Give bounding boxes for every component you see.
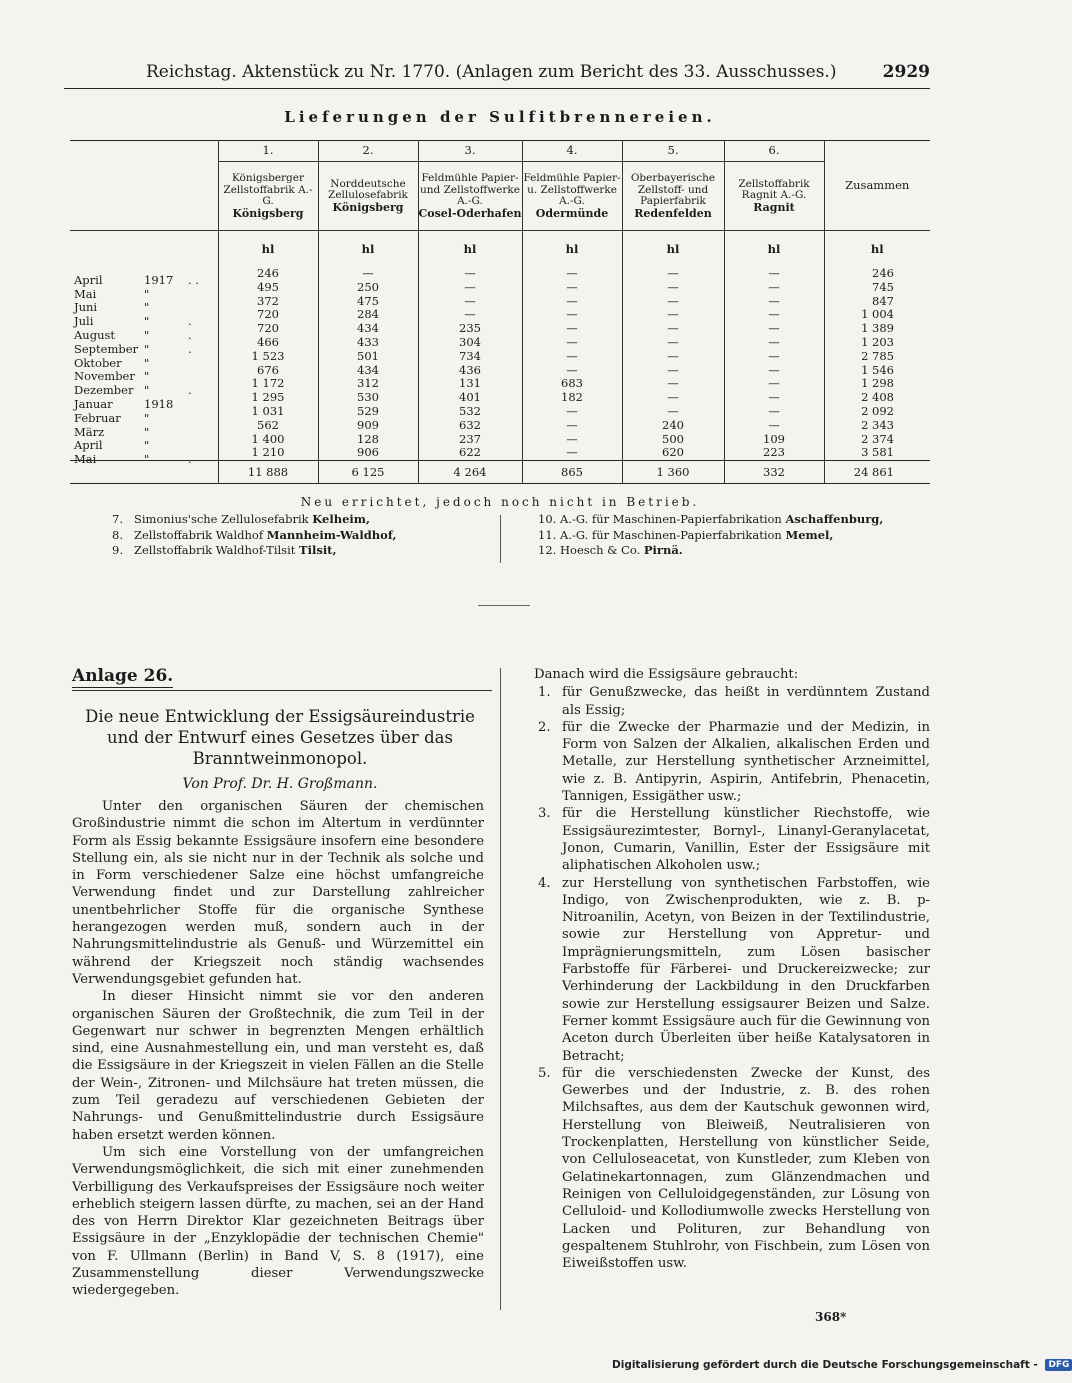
mill-place: Cosel-Oderhafen bbox=[418, 206, 522, 220]
value-cell: 1 523 bbox=[218, 350, 318, 364]
row-total: 246 bbox=[824, 267, 930, 281]
planned-number: 7. bbox=[112, 512, 123, 526]
value-cell: — bbox=[724, 336, 824, 350]
month-name: März bbox=[74, 424, 105, 439]
planned-number: 12. bbox=[538, 543, 557, 557]
planned-list-left bbox=[112, 512, 482, 559]
value-cell: — bbox=[724, 295, 824, 309]
planned-name: Hoesch & Co. bbox=[560, 543, 641, 557]
value-cell: 500 bbox=[622, 433, 724, 447]
month-name: Juni bbox=[74, 300, 98, 315]
row-total: 2 374 bbox=[824, 433, 930, 447]
mill-name: Oberbayerische Zellstoff- und Papierfabrik bbox=[630, 172, 716, 207]
value-cell: — bbox=[724, 281, 824, 295]
planned-place: Aschaffenburg, bbox=[785, 512, 884, 526]
value-cell: 131 bbox=[418, 377, 522, 391]
value-cell: — bbox=[622, 295, 724, 309]
dfg-logo: DFG bbox=[1045, 1359, 1072, 1371]
value-cell: 235 bbox=[418, 322, 522, 336]
value-cell: — bbox=[724, 322, 824, 336]
uses-list bbox=[538, 684, 930, 1272]
month-cell bbox=[70, 322, 218, 343]
month-dots: . bbox=[188, 341, 192, 356]
value-cell: — bbox=[522, 433, 622, 447]
value-cell: — bbox=[724, 350, 824, 364]
month-year: " bbox=[144, 355, 150, 370]
month-year: 1917 bbox=[144, 272, 174, 287]
value-cell: 720 bbox=[218, 322, 318, 336]
month-name: Mai bbox=[74, 286, 97, 301]
planned-place: Mannheim-Waldhof, bbox=[266, 527, 397, 542]
use-text: für die Herstellung künstlicher Riechstoffe, wie Essigsäurezimtester, Bornyl-, Linanyl-Geranylacetat, Jonon, Cumarin, Vanillin, Ester der Essigsäure mit aliphatischen Alkoholen usw.; bbox=[562, 806, 930, 874]
value-cell: 622 bbox=[418, 446, 522, 460]
month-name: Februar bbox=[74, 410, 121, 425]
value-cell: — bbox=[622, 281, 724, 295]
row-total: 1 389 bbox=[824, 322, 930, 336]
planned-mill bbox=[538, 543, 938, 559]
month-year: " bbox=[144, 328, 150, 343]
table-row bbox=[70, 419, 930, 433]
value-cell: — bbox=[622, 267, 724, 281]
column-divider bbox=[500, 668, 501, 1310]
value-cell: 401 bbox=[418, 391, 522, 405]
value-cell: — bbox=[522, 446, 622, 460]
col-header bbox=[318, 162, 418, 231]
table-row bbox=[70, 446, 930, 460]
value-cell: 620 bbox=[622, 446, 724, 460]
value-cell: — bbox=[622, 350, 724, 364]
month-cell bbox=[70, 267, 218, 287]
value-cell: 466 bbox=[218, 336, 318, 350]
month-year: " bbox=[144, 300, 150, 315]
value-cell: — bbox=[622, 364, 724, 378]
article-body-left bbox=[72, 798, 484, 1300]
not-operating-title: Neu errichtet, jedoch noch nicht in Betrieb. bbox=[300, 495, 700, 509]
month-cell bbox=[70, 405, 218, 425]
mill-name: Zellstoffabrik Ragnit A.-G. bbox=[738, 177, 810, 202]
unit-cell: hl bbox=[318, 231, 418, 268]
mill-place: Königsberg bbox=[332, 200, 404, 214]
column-total: 6 125 bbox=[318, 461, 418, 484]
mill-place: Redenfelden bbox=[634, 206, 712, 220]
value-cell: 562 bbox=[218, 419, 318, 433]
value-cell: — bbox=[522, 364, 622, 378]
col-number: 1. bbox=[218, 141, 318, 162]
planned-place: Tilsit, bbox=[299, 543, 337, 557]
mill-place: Odermünde bbox=[535, 206, 609, 220]
value-cell: — bbox=[622, 391, 724, 405]
use-text: für die Zwecke der Pharmazie und der Medizin, in Form von Salzen der Alkalien, alkalischen Erden und Metalle, zur Herstellung synthetischer Arzneimittel, wie z. B. Antipyrin, Aspirin, Antifebrin, Phenacetin, Tannigen, Essigäther usw.; bbox=[562, 719, 930, 805]
month-dots: . bbox=[188, 383, 192, 398]
month-dots: . . bbox=[188, 272, 199, 287]
month-year: " bbox=[144, 286, 150, 301]
col-header bbox=[622, 162, 724, 231]
value-cell: — bbox=[622, 336, 724, 350]
value-cell: 304 bbox=[418, 336, 522, 350]
stub-header bbox=[70, 141, 218, 231]
value-cell: — bbox=[724, 391, 824, 405]
col-number: 4. bbox=[522, 141, 622, 162]
table-row bbox=[70, 377, 930, 391]
month-year: " bbox=[144, 314, 150, 329]
header-title: Reichstag. Aktenstück zu Nr. 1770. (Anlagen zum Bericht des 33. Ausschusses.) bbox=[146, 62, 837, 82]
value-cell: 240 bbox=[622, 419, 724, 433]
planned-mill bbox=[112, 528, 482, 544]
units-stub bbox=[70, 231, 218, 268]
table-row bbox=[70, 267, 930, 281]
unit-cell: hl bbox=[522, 231, 622, 268]
paragraph: Unter den organischen Säuren der chemischen Großindustrie nimmt die schon im Altertum in verdünnter Form als Essig bekannte Essigsäure insofern eine besondere Stellung ein, als sie nicht nur in der Technik als solche und in Form verschiedener Salze eine höchst umfangreiche Verwendung findet und zur Darstellung zahlreicher unentbehrlicher Stoffe für die organische Synthese herangezogen werden muß, sondern auch in der Nahrungsmittelindustrie als Genuß- und Würzemittel ein während der Kriegszeit noch ständig wachsendes Verwendungsgebiet gefunden hat. bbox=[72, 799, 484, 987]
total-header: Zusammen bbox=[824, 141, 930, 231]
use-number: 4. bbox=[538, 875, 551, 891]
column-total: 865 bbox=[522, 461, 622, 484]
value-cell: — bbox=[724, 364, 824, 378]
month-cell bbox=[70, 364, 218, 384]
column-total: 332 bbox=[724, 461, 824, 484]
column-total: 1 360 bbox=[622, 461, 724, 484]
value-cell: 250 bbox=[318, 281, 418, 295]
value-cell: — bbox=[522, 350, 622, 364]
month-cell bbox=[70, 419, 218, 439]
planned-mill bbox=[538, 512, 938, 528]
row-total: 2 785 bbox=[824, 350, 930, 364]
value-cell: — bbox=[522, 419, 622, 433]
planned-name: A.-G. für Maschinen-Papierfabrikation bbox=[560, 527, 782, 542]
article-title: Die neue Entwicklung der Essigsäureindustrie und der Entwurf eines Gesetzes über das Branntweinmonopol. bbox=[85, 707, 475, 768]
month-name: Oktober bbox=[74, 355, 122, 370]
planned-number: 11. bbox=[538, 527, 557, 542]
value-cell: 312 bbox=[318, 377, 418, 391]
month-cell bbox=[70, 433, 218, 453]
mill-place: Ragnit bbox=[753, 200, 795, 214]
column-divider bbox=[500, 515, 501, 563]
value-cell: 909 bbox=[318, 419, 418, 433]
month-dots: . bbox=[188, 328, 192, 343]
month-cell bbox=[70, 391, 218, 412]
table-row bbox=[70, 336, 930, 350]
planned-name: Zellstoffabrik Waldhof bbox=[134, 527, 264, 542]
value-cell: 372 bbox=[218, 295, 318, 309]
month-cell bbox=[70, 350, 218, 370]
value-cell: 475 bbox=[318, 295, 418, 309]
value-cell: 1 210 bbox=[218, 446, 318, 460]
value-cell: — bbox=[724, 377, 824, 391]
running-header bbox=[64, 62, 930, 89]
month-cell bbox=[70, 308, 218, 329]
funding-text: Digitalisierung gefördert durch die Deutsche Forschungsgemeinschaft - bbox=[612, 1359, 1038, 1371]
value-cell: — bbox=[522, 281, 622, 295]
col-number: 5. bbox=[622, 141, 724, 162]
month-cell bbox=[70, 281, 218, 301]
month-cell bbox=[70, 377, 218, 398]
table-row bbox=[70, 281, 930, 295]
planned-name: Zellstoffabrik Waldhof-Tilsit bbox=[134, 543, 296, 557]
use-text: für die verschiedensten Zwecke der Kunst, des Gewerbes und der Industrie, z. B. des rohen Milchsaftes, aus dem der Kautschuk gewonnen wird, Herstellung von Bleiweiß, Neutralisieren von Trockenplatten, Herstellung von künstlicher Seide, von Celluloseacetat, von Kunstleder, zum Kleben von Gelatinekartonnagen, zum Glänzendmachen und Reinigen von Celluloidgegenständen, zur Lösung von Celluloid- und Kollodiumwolle zwecks Herstellung von Lacken und Polituren, zur Behandlung von gespaltenem Stuhlrohr, von Fischbein, zum Lösen von Eiweißstoffen usw. bbox=[562, 1065, 930, 1272]
value-cell: 436 bbox=[418, 364, 522, 378]
funding-note bbox=[612, 1359, 1072, 1371]
value-cell: 434 bbox=[318, 364, 418, 378]
row-total: 847 bbox=[824, 295, 930, 309]
month-name: Juli bbox=[74, 314, 94, 329]
page-number: 2929 bbox=[882, 62, 930, 82]
table-row bbox=[70, 295, 930, 309]
mill-name: Königsberger Zellstoffabrik A.-G. bbox=[223, 172, 313, 207]
value-cell: — bbox=[522, 267, 622, 281]
planned-place: Kelheim, bbox=[312, 512, 370, 526]
planned-name: A.-G. für Maschinen-Papierfabrikation bbox=[560, 512, 782, 526]
col-number: 2. bbox=[318, 141, 418, 162]
table-row bbox=[70, 308, 930, 322]
unit-cell: hl bbox=[824, 231, 930, 268]
table-row bbox=[70, 405, 930, 419]
annex-rule bbox=[72, 690, 492, 691]
unit-cell: hl bbox=[724, 231, 824, 268]
unit-cell: hl bbox=[622, 231, 724, 268]
value-cell: 246 bbox=[218, 267, 318, 281]
month-name: Januar bbox=[74, 397, 113, 412]
value-cell: — bbox=[724, 405, 824, 419]
use-number: 1. bbox=[538, 685, 551, 701]
unit-cell: hl bbox=[418, 231, 522, 268]
value-cell: 237 bbox=[418, 433, 522, 447]
month-name: August bbox=[74, 328, 116, 343]
month-year: " bbox=[144, 369, 150, 384]
value-cell: — bbox=[724, 419, 824, 433]
month-year: 1918 bbox=[144, 397, 174, 412]
row-total: 1 546 bbox=[824, 364, 930, 378]
table-row bbox=[70, 433, 930, 447]
use-number: 3. bbox=[538, 806, 551, 822]
totals-row bbox=[70, 461, 930, 484]
planned-mill bbox=[112, 543, 482, 559]
value-cell: 495 bbox=[218, 281, 318, 295]
col-header bbox=[218, 162, 318, 231]
section-rule bbox=[478, 605, 530, 606]
col-header bbox=[522, 162, 622, 231]
table-row bbox=[70, 364, 930, 378]
value-cell: 1 031 bbox=[218, 405, 318, 419]
value-cell: 284 bbox=[318, 308, 418, 322]
use-item bbox=[538, 805, 930, 874]
use-number: 2. bbox=[538, 719, 551, 735]
planned-mill bbox=[538, 528, 938, 544]
value-cell: — bbox=[522, 405, 622, 419]
value-cell: 182 bbox=[522, 391, 622, 405]
planned-mill bbox=[112, 512, 482, 528]
value-cell: 532 bbox=[418, 405, 522, 419]
value-cell: 1 172 bbox=[218, 377, 318, 391]
row-total: 3 581 bbox=[824, 446, 930, 460]
value-cell: 128 bbox=[318, 433, 418, 447]
col-number: 6. bbox=[724, 141, 824, 162]
row-total: 2 343 bbox=[824, 419, 930, 433]
month-year: " bbox=[144, 452, 150, 467]
table-body bbox=[70, 231, 930, 467]
value-cell: 1 295 bbox=[218, 391, 318, 405]
value-cell: 720 bbox=[218, 308, 318, 322]
value-cell: 529 bbox=[318, 405, 418, 419]
byline: Von Prof. Dr. H. Großmann. bbox=[182, 776, 378, 792]
value-cell: 433 bbox=[318, 336, 418, 350]
value-cell: — bbox=[622, 322, 724, 336]
grand-total: 24 861 bbox=[824, 461, 930, 484]
use-item bbox=[538, 875, 930, 1065]
value-cell: 632 bbox=[418, 419, 522, 433]
planned-number: 9. bbox=[112, 543, 123, 557]
value-cell: — bbox=[522, 336, 622, 350]
value-cell: — bbox=[418, 281, 522, 295]
month-cell bbox=[70, 446, 218, 467]
article-body-right bbox=[534, 666, 930, 1272]
value-cell: 434 bbox=[318, 322, 418, 336]
planned-number: 8. bbox=[112, 527, 123, 542]
row-total: 2 408 bbox=[824, 391, 930, 405]
planned-list-right bbox=[538, 512, 938, 559]
value-cell: 530 bbox=[318, 391, 418, 405]
value-cell: 501 bbox=[318, 350, 418, 364]
unit-cell: hl bbox=[218, 231, 318, 268]
col-number: 3. bbox=[418, 141, 522, 162]
mill-name: Feldmühle Papier- u. Zellstoffwerke A.-G. bbox=[523, 172, 621, 207]
mill-place: Königsberg bbox=[232, 206, 304, 220]
value-cell: — bbox=[724, 267, 824, 281]
use-number: 5. bbox=[538, 1065, 551, 1081]
month-name: November bbox=[74, 369, 135, 384]
value-cell: 223 bbox=[724, 446, 824, 460]
col-header bbox=[724, 162, 824, 231]
value-cell: 734 bbox=[418, 350, 522, 364]
value-cell: 906 bbox=[318, 446, 418, 460]
value-cell: — bbox=[622, 308, 724, 322]
column-total: 11 888 bbox=[218, 461, 318, 484]
use-item bbox=[538, 719, 930, 805]
deliveries-table bbox=[70, 140, 930, 484]
table-row bbox=[70, 391, 930, 405]
uses-intro: Danach wird die Essigsäure gebraucht: bbox=[534, 667, 799, 682]
col-header bbox=[418, 162, 522, 231]
value-cell: — bbox=[418, 295, 522, 309]
month-name: April bbox=[74, 272, 103, 287]
sheet-number: 368* bbox=[815, 1310, 847, 1324]
month-year: " bbox=[144, 424, 150, 439]
mill-name: Norddeutsche Zellulosefabrik bbox=[328, 177, 408, 202]
value-cell: 109 bbox=[724, 433, 824, 447]
month-dots: . bbox=[188, 452, 192, 467]
value-cell: 676 bbox=[218, 364, 318, 378]
row-total: 1 298 bbox=[824, 377, 930, 391]
planned-number: 10. bbox=[538, 512, 557, 526]
value-cell: 683 bbox=[522, 377, 622, 391]
month-year: " bbox=[144, 438, 150, 453]
row-total: 745 bbox=[824, 281, 930, 295]
value-cell: — bbox=[418, 267, 522, 281]
value-cell: — bbox=[622, 377, 724, 391]
planned-name: Simonius'sche Zellulosefabrik bbox=[134, 512, 309, 526]
planned-place: Memel, bbox=[785, 527, 834, 542]
use-text: für Genußzwecke, das heißt in verdünntem Zustand als Essig; bbox=[562, 685, 930, 718]
month-name: September bbox=[74, 341, 139, 356]
annex-heading: Anlage 26. bbox=[72, 666, 174, 686]
value-cell: — bbox=[622, 405, 724, 419]
table-row bbox=[70, 322, 930, 336]
row-total: 1 203 bbox=[824, 336, 930, 350]
column-total: 4 264 bbox=[418, 461, 522, 484]
paragraph: Um sich eine Vorstellung von der umfangreichen Verwendungsmöglichkeit, die sich mit einer zunehmenden Verbilligung des Verkaufspreises der Essigsäure noch weiter erheblich steigern lassen dürfte, zu machen, sei an der Hand des von Herrn Direktor Klar gezeichneten Beitrags über Essigsäure in der „Enzyklopädie der technischen Chemie" von F. Ullmann (Berlin) in Band V, S. 8 (1917), eine Zusammenstellung dieser Verwendungszwecke wiedergegeben. bbox=[72, 1144, 484, 1299]
row-total: 1 004 bbox=[824, 308, 930, 322]
month-dots: . bbox=[188, 314, 192, 329]
month-name: April bbox=[74, 438, 103, 453]
value-cell: — bbox=[522, 308, 622, 322]
value-cell: — bbox=[522, 295, 622, 309]
planned-place: Pirnä. bbox=[643, 543, 683, 557]
use-text: zur Herstellung von synthetischen Farbstoffen, wie Indigo, von Zwischenprodukten, wie z. B. p-Nitroanilin, Acetyn, von Beizen in der Textilindustrie, sowie zur Herstellung von Appretur- und Imprägnierungsmitteln, zum Lösen basischer Farbstoffe für Färberei- und Druckereizwecke; zur Verhinderung der Lackbildung in den Druckfarben sowie zur Herstellung essigsaurer Beizen und Salze. Ferner kommt Essigsäure auch für die Gewinnung von Aceton durch Überleiten über heiße Katalysatoren in Betracht; bbox=[562, 875, 930, 1064]
use-item bbox=[538, 1065, 930, 1273]
use-item bbox=[538, 684, 930, 719]
value-cell: — bbox=[418, 308, 522, 322]
value-cell: 1 400 bbox=[218, 433, 318, 447]
month-cell bbox=[70, 336, 218, 356]
month-year: " bbox=[144, 410, 150, 425]
paragraph: In dieser Hinsicht nimmt sie vor den anderen organischen Säuren der Großtechnik, die zum Teil in der Gegenwart nur schwer in begrenzten Mengen erhältlich sind, eine Ausnahmestellung ein, und man versteht es, daß die Essigsäure in der Kriegszeit in vielen Fällen an die Stelle der Wein-, Zitronen- und Milchsäure hat treten müssen, die zum Teil geradezu auf verschiedenen Gebieten der Nahrungs- und Genußmittelindustrie durch Essigsäure haben ersetzt werden können. bbox=[72, 989, 484, 1143]
month-year: " bbox=[144, 341, 150, 356]
value-cell: — bbox=[724, 308, 824, 322]
table-row bbox=[70, 350, 930, 364]
month-cell bbox=[70, 295, 218, 315]
units-row bbox=[70, 231, 930, 268]
value-cell: — bbox=[318, 267, 418, 281]
value-cell: — bbox=[522, 322, 622, 336]
mill-name: Feldmühle Papier- und Zellstoffwerke A.-G. bbox=[420, 172, 520, 207]
month-name: Dezember bbox=[74, 383, 134, 398]
row-total: 2 092 bbox=[824, 405, 930, 419]
month-name: Mai bbox=[74, 452, 97, 467]
table-title: Lieferungen der Sulfitbrennereien. bbox=[284, 108, 716, 126]
month-year: " bbox=[144, 383, 150, 398]
